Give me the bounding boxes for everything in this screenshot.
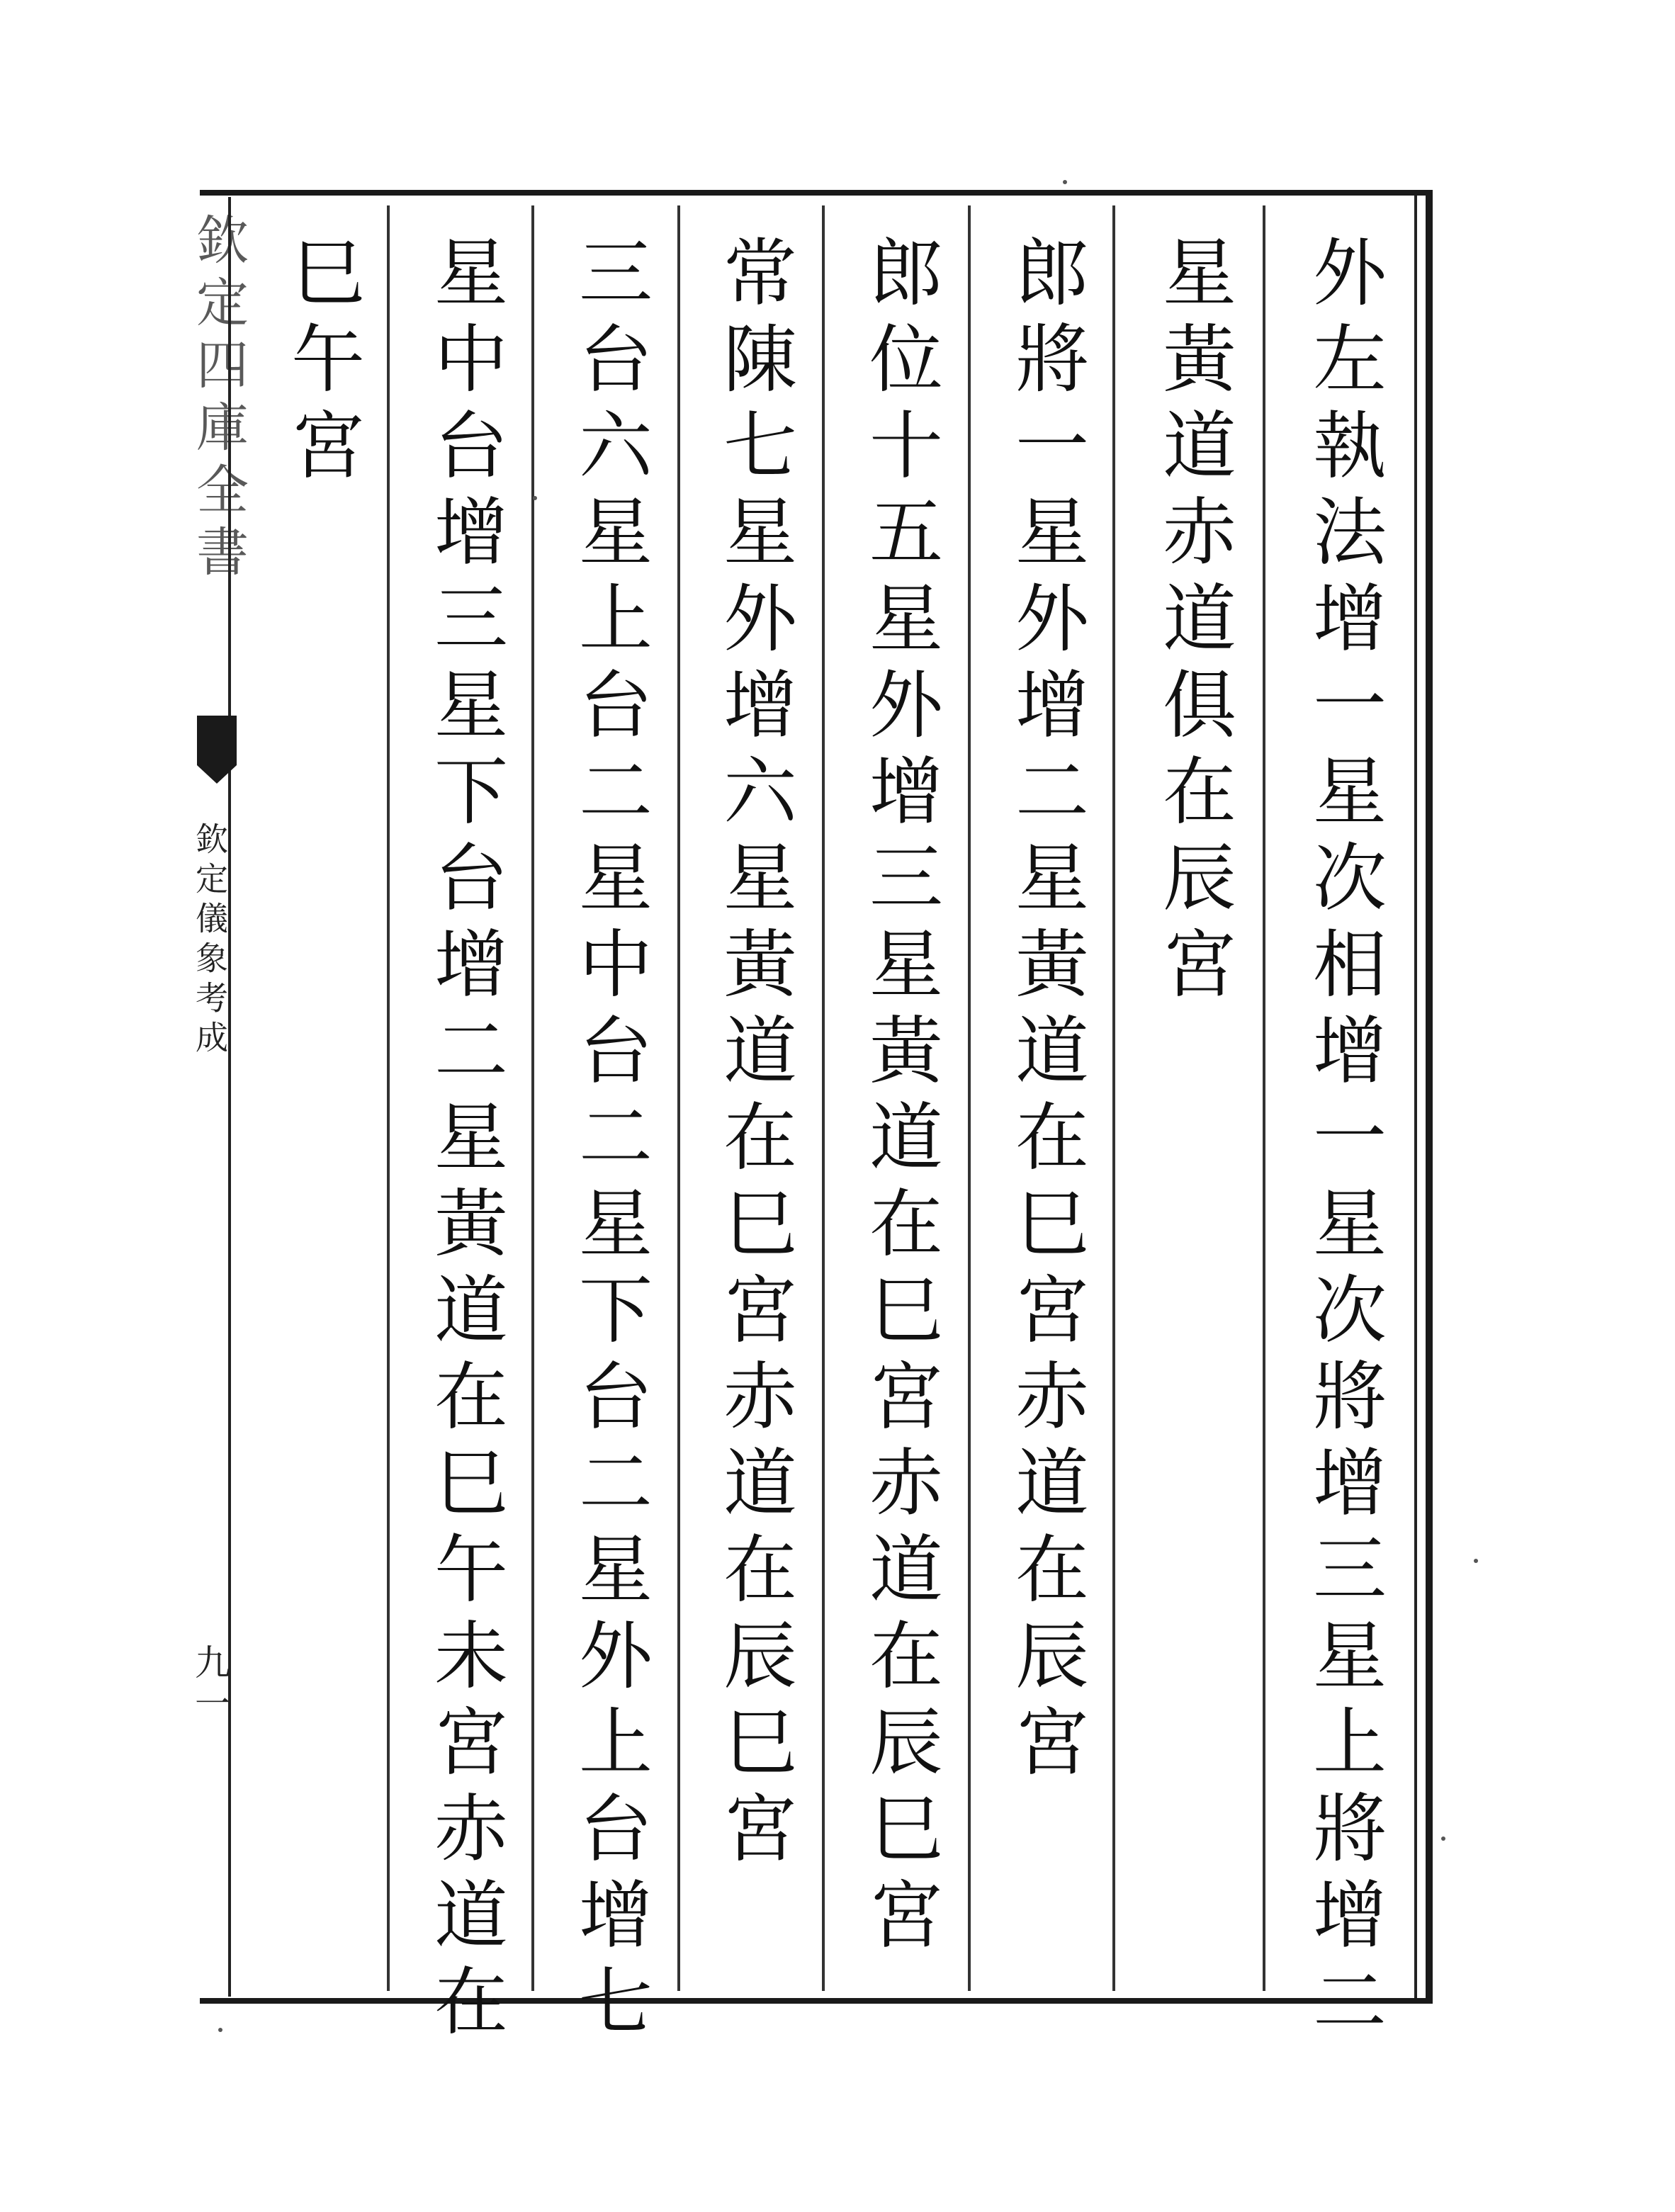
column-rule: [822, 205, 825, 1991]
text-column-6: 三台六星上台二星中台二星下台二星外上台增七: [566, 234, 653, 2049]
column-rule: [387, 205, 390, 1991]
margin-page-number: 九一: [189, 1644, 230, 1726]
text-column-5: 常陳七星外增六星黃道在巳宮赤道在辰巳宮: [711, 234, 797, 1876]
text-column-7: 星中台增三星下台增二星黃道在巳午未宮赤道在: [422, 234, 508, 2049]
scan-speck: [1474, 1559, 1478, 1563]
column-rule: [1112, 205, 1115, 1991]
scan-speck: [218, 2028, 222, 2032]
frame-right-rule: [1414, 196, 1417, 1998]
scan-speck: [1063, 180, 1067, 184]
text-column-8: 巳午宮: [278, 234, 365, 493]
margin-collection-title: 欽定四庫全書: [188, 213, 249, 587]
text-column-3: 郎將一星外增二星黃道在巳宮赤道在辰宮: [1003, 234, 1089, 1790]
text-column-2: 星黃道赤道俱在辰宮: [1150, 234, 1236, 1012]
scan-speck: [533, 496, 537, 500]
column-rule: [1263, 205, 1265, 1991]
scan-speck: [1441, 1836, 1445, 1841]
text-column-4: 郎位十五星外增三星黃道在巳宮赤道在辰巳宮: [857, 234, 943, 1963]
column-rule: [531, 205, 534, 1991]
page-frame: [200, 190, 1433, 2004]
margin-book-title: 欽定儀象考成: [191, 822, 229, 1060]
text-column-1: 外左執法增一星次相增一星次將增三星上將增二: [1300, 234, 1387, 2049]
column-rule: [677, 205, 680, 1991]
column-rule: [968, 205, 971, 1991]
fishtail-mark: [197, 716, 237, 765]
